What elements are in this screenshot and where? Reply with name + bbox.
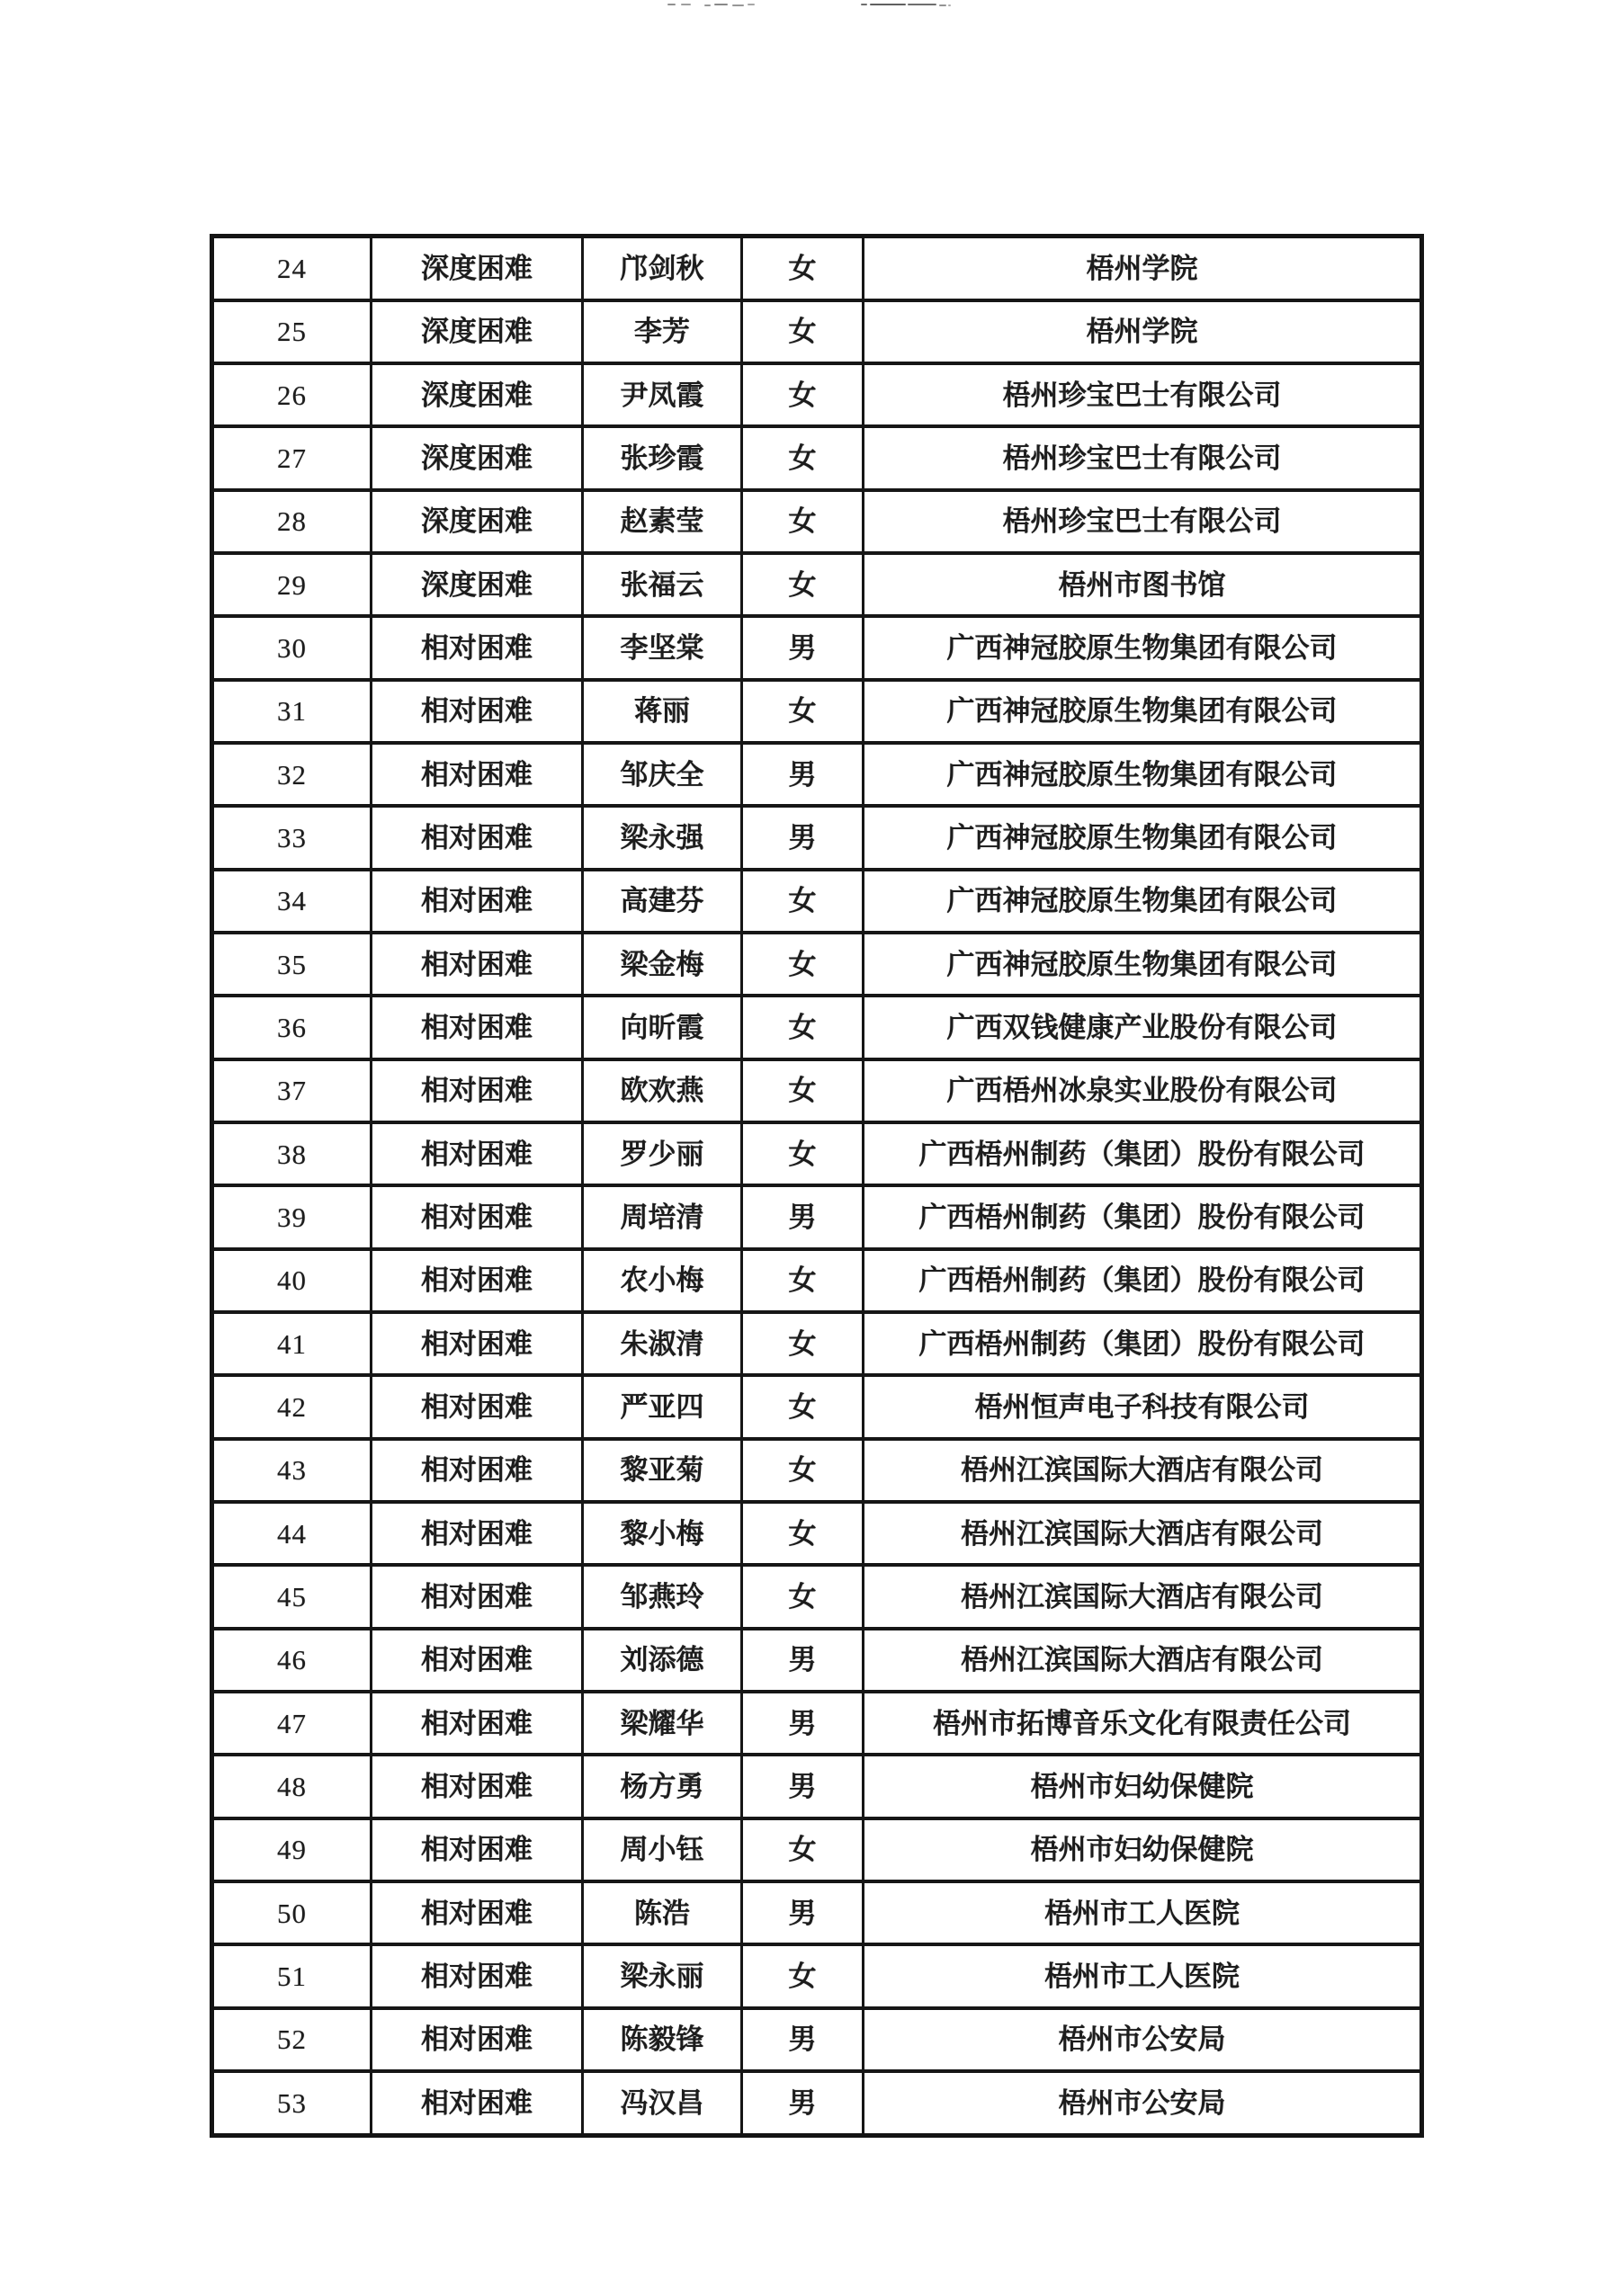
gender-cell: 女: [742, 1312, 864, 1375]
table-row: [212, 1755, 1422, 1818]
table-row: [212, 743, 1422, 806]
category-cell: 相对困难: [372, 1818, 583, 1881]
gender-cell: 女: [742, 1818, 864, 1881]
category-cell: 相对困难: [372, 1692, 583, 1755]
name-cell: 高建芬: [583, 870, 742, 933]
scan-artifact: [861, 4, 867, 5]
name-cell: 周培清: [583, 1185, 742, 1248]
name-cell: 陈浩: [583, 1881, 742, 1944]
row-number-cell: 45: [212, 1565, 372, 1628]
row-number-cell: 31: [212, 680, 372, 743]
gender-cell: 女: [742, 300, 864, 363]
table-row: [212, 1944, 1422, 2007]
table-row: [212, 680, 1422, 743]
name-cell: 陈毅锋: [583, 2008, 742, 2071]
category-cell: 相对困难: [372, 680, 583, 743]
row-number-cell: 34: [212, 870, 372, 933]
row-number-cell: 26: [212, 363, 372, 426]
table-row: [212, 996, 1422, 1059]
row-number-cell: 51: [212, 1944, 372, 2007]
table-row: [212, 870, 1422, 933]
row-number-cell: 29: [212, 553, 372, 616]
employer-cell: 广西梧州制药（集团）股份有限公司: [864, 1312, 1422, 1375]
employer-cell: 梧州珍宝巴士有限公司: [864, 363, 1422, 426]
row-number-cell: 43: [212, 1439, 372, 1502]
category-cell: 相对困难: [372, 1881, 583, 1944]
employer-cell: 梧州市公安局: [864, 2071, 1422, 2135]
row-number-cell: 33: [212, 806, 372, 869]
gender-cell: 男: [742, 1881, 864, 1944]
employer-cell: 梧州市工人医院: [864, 1881, 1422, 1944]
category-cell: 相对困难: [372, 870, 583, 933]
table-row: [212, 806, 1422, 869]
table-row: [212, 2071, 1422, 2135]
table-row: [212, 1629, 1422, 1692]
employer-cell: 广西神冠胶原生物集团有限公司: [864, 933, 1422, 996]
name-cell: 李芳: [583, 300, 742, 363]
gender-cell: 女: [742, 1375, 864, 1438]
gender-cell: 男: [742, 2071, 864, 2135]
name-cell: 欧欢燕: [583, 1059, 742, 1122]
scan-artifact: [667, 4, 676, 5]
scan-artifact: [704, 4, 711, 6]
name-cell: 邝剑秋: [583, 237, 742, 300]
table-row: [212, 490, 1422, 553]
row-number-cell: 32: [212, 743, 372, 806]
gender-cell: 女: [742, 1059, 864, 1122]
gender-cell: 男: [742, 616, 864, 679]
category-cell: 深度困难: [372, 553, 583, 616]
row-number-cell: 42: [212, 1375, 372, 1438]
scan-artifact: [681, 4, 691, 5]
employer-cell: 梧州珍宝巴士有限公司: [864, 426, 1422, 489]
row-number-cell: 28: [212, 490, 372, 553]
gender-cell: 女: [742, 237, 864, 300]
employer-cell: 梧州江滨国际大酒店有限公司: [864, 1565, 1422, 1628]
employer-cell: 广西神冠胶原生物集团有限公司: [864, 616, 1422, 679]
category-cell: 相对困难: [372, 616, 583, 679]
employer-cell: 梧州市妇幼保健院: [864, 1818, 1422, 1881]
row-number-cell: 46: [212, 1629, 372, 1692]
employer-cell: 广西神冠胶原生物集团有限公司: [864, 806, 1422, 869]
gender-cell: 女: [742, 1249, 864, 1312]
scan-artifact: [870, 4, 906, 5]
roster-table-body: [212, 237, 1422, 2136]
employer-cell: 广西梧州冰泉实业股份有限公司: [864, 1059, 1422, 1122]
category-cell: 深度困难: [372, 490, 583, 553]
row-number-cell: 30: [212, 616, 372, 679]
row-number-cell: 52: [212, 2008, 372, 2071]
row-number-cell: 53: [212, 2071, 372, 2135]
category-cell: 相对困难: [372, 1185, 583, 1248]
table-row: [212, 1881, 1422, 1944]
gender-cell: 男: [742, 1629, 864, 1692]
employer-cell: 梧州江滨国际大酒店有限公司: [864, 1439, 1422, 1502]
name-cell: 尹凤霞: [583, 363, 742, 426]
gender-cell: 男: [742, 2008, 864, 2071]
table-row: [212, 300, 1422, 363]
name-cell: 张珍霞: [583, 426, 742, 489]
row-number-cell: 27: [212, 426, 372, 489]
employer-cell: 广西神冠胶原生物集团有限公司: [864, 870, 1422, 933]
scan-artifact: [948, 4, 951, 6]
table-row: [212, 1439, 1422, 1502]
name-cell: 朱淑清: [583, 1312, 742, 1375]
table-row: [212, 1818, 1422, 1881]
category-cell: 深度困难: [372, 363, 583, 426]
employer-cell: 梧州市工人医院: [864, 1944, 1422, 2007]
gender-cell: 女: [742, 1944, 864, 2007]
table-row: [212, 1059, 1422, 1122]
employer-cell: 广西梧州制药（集团）股份有限公司: [864, 1185, 1422, 1248]
gender-cell: 女: [742, 363, 864, 426]
category-cell: 相对困难: [372, 933, 583, 996]
gender-cell: 女: [742, 933, 864, 996]
category-cell: 深度困难: [372, 426, 583, 489]
row-number-cell: 24: [212, 237, 372, 300]
gender-cell: 男: [742, 1185, 864, 1248]
employer-cell: 梧州市公安局: [864, 2008, 1422, 2071]
category-cell: 相对困难: [372, 1755, 583, 1818]
name-cell: 向昕霞: [583, 996, 742, 1059]
scan-artifact: [908, 4, 936, 5]
gender-cell: 女: [742, 870, 864, 933]
name-cell: 黎亚菊: [583, 1439, 742, 1502]
scan-artifact: [748, 4, 755, 5]
table-row: [212, 1122, 1422, 1185]
row-number-cell: 47: [212, 1692, 372, 1755]
name-cell: 梁永强: [583, 806, 742, 869]
name-cell: 刘添德: [583, 1629, 742, 1692]
gender-cell: 女: [742, 1439, 864, 1502]
table-row: [212, 426, 1422, 489]
category-cell: 相对困难: [372, 1312, 583, 1375]
name-cell: 梁永丽: [583, 1944, 742, 2007]
row-number-cell: 38: [212, 1122, 372, 1185]
roster-table: [210, 234, 1424, 2138]
row-number-cell: 36: [212, 996, 372, 1059]
name-cell: 李坚棠: [583, 616, 742, 679]
row-number-cell: 37: [212, 1059, 372, 1122]
row-number-cell: 40: [212, 1249, 372, 1312]
category-cell: 相对困难: [372, 2008, 583, 2071]
row-number-cell: 35: [212, 933, 372, 996]
category-cell: 相对困难: [372, 2071, 583, 2135]
gender-cell: 男: [742, 1692, 864, 1755]
gender-cell: 女: [742, 490, 864, 553]
name-cell: 蒋丽: [583, 680, 742, 743]
gender-cell: 女: [742, 996, 864, 1059]
table-row: [212, 1249, 1422, 1312]
category-cell: 深度困难: [372, 237, 583, 300]
name-cell: 赵素莹: [583, 490, 742, 553]
table-row: [212, 1312, 1422, 1375]
name-cell: 黎小梅: [583, 1502, 742, 1565]
name-cell: 张福云: [583, 553, 742, 616]
table-row: [212, 2008, 1422, 2071]
row-number-cell: 48: [212, 1755, 372, 1818]
category-cell: 相对困难: [372, 1565, 583, 1628]
category-cell: 相对困难: [372, 806, 583, 869]
category-cell: 相对困难: [372, 996, 583, 1059]
name-cell: 邹庆全: [583, 743, 742, 806]
employer-cell: 梧州学院: [864, 237, 1422, 300]
employer-cell: 梧州市拓博音乐文化有限责任公司: [864, 1692, 1422, 1755]
gender-cell: 女: [742, 426, 864, 489]
name-cell: 周小钰: [583, 1818, 742, 1881]
name-cell: 农小梅: [583, 1249, 742, 1312]
employer-cell: 梧州珍宝巴士有限公司: [864, 490, 1422, 553]
category-cell: 相对困难: [372, 1059, 583, 1122]
employer-cell: 梧州恒声电子科技有限公司: [864, 1375, 1422, 1438]
row-number-cell: 44: [212, 1502, 372, 1565]
name-cell: 严亚四: [583, 1375, 742, 1438]
name-cell: 罗少丽: [583, 1122, 742, 1185]
row-number-cell: 49: [212, 1818, 372, 1881]
employer-cell: 梧州江滨国际大酒店有限公司: [864, 1502, 1422, 1565]
gender-cell: 女: [742, 1122, 864, 1185]
gender-cell: 男: [742, 1755, 864, 1818]
table-row: [212, 933, 1422, 996]
employer-cell: 梧州学院: [864, 300, 1422, 363]
category-cell: 相对困难: [372, 1375, 583, 1438]
category-cell: 相对困难: [372, 743, 583, 806]
table-row: [212, 1502, 1422, 1565]
category-cell: 相对困难: [372, 1249, 583, 1312]
gender-cell: 女: [742, 1502, 864, 1565]
gender-cell: 男: [742, 806, 864, 869]
scan-artifact: [732, 4, 744, 6]
category-cell: 相对困难: [372, 1122, 583, 1185]
table-row: [212, 363, 1422, 426]
row-number-cell: 50: [212, 1881, 372, 1944]
employer-cell: 广西梧州制药（集团）股份有限公司: [864, 1122, 1422, 1185]
category-cell: 相对困难: [372, 1629, 583, 1692]
row-number-cell: 39: [212, 1185, 372, 1248]
gender-cell: 女: [742, 1565, 864, 1628]
name-cell: 杨方勇: [583, 1755, 742, 1818]
table-row: [212, 1692, 1422, 1755]
category-cell: 相对困难: [372, 1502, 583, 1565]
employer-cell: 梧州江滨国际大酒店有限公司: [864, 1629, 1422, 1692]
table-row: [212, 616, 1422, 679]
table-row: [212, 1185, 1422, 1248]
gender-cell: 女: [742, 680, 864, 743]
employer-cell: 广西梧州制药（集团）股份有限公司: [864, 1249, 1422, 1312]
employer-cell: 广西双钱健康产业股份有限公司: [864, 996, 1422, 1059]
category-cell: 深度困难: [372, 300, 583, 363]
employer-cell: 梧州市妇幼保健院: [864, 1755, 1422, 1818]
name-cell: 冯汉昌: [583, 2071, 742, 2135]
employer-cell: 梧州市图书馆: [864, 553, 1422, 616]
row-number-cell: 41: [212, 1312, 372, 1375]
table-row: [212, 1565, 1422, 1628]
employer-cell: 广西神冠胶原生物集团有限公司: [864, 680, 1422, 743]
category-cell: 相对困难: [372, 1944, 583, 2007]
name-cell: 梁耀华: [583, 1692, 742, 1755]
table-row: [212, 553, 1422, 616]
table-row: [212, 1375, 1422, 1438]
name-cell: 邹燕玲: [583, 1565, 742, 1628]
gender-cell: 女: [742, 553, 864, 616]
table-row: [212, 237, 1422, 300]
row-number-cell: 25: [212, 300, 372, 363]
category-cell: 相对困难: [372, 1439, 583, 1502]
employer-cell: 广西神冠胶原生物集团有限公司: [864, 743, 1422, 806]
scan-artifact: [939, 4, 946, 6]
name-cell: 梁金梅: [583, 933, 742, 996]
scan-artifact: [714, 4, 728, 5]
gender-cell: 男: [742, 743, 864, 806]
